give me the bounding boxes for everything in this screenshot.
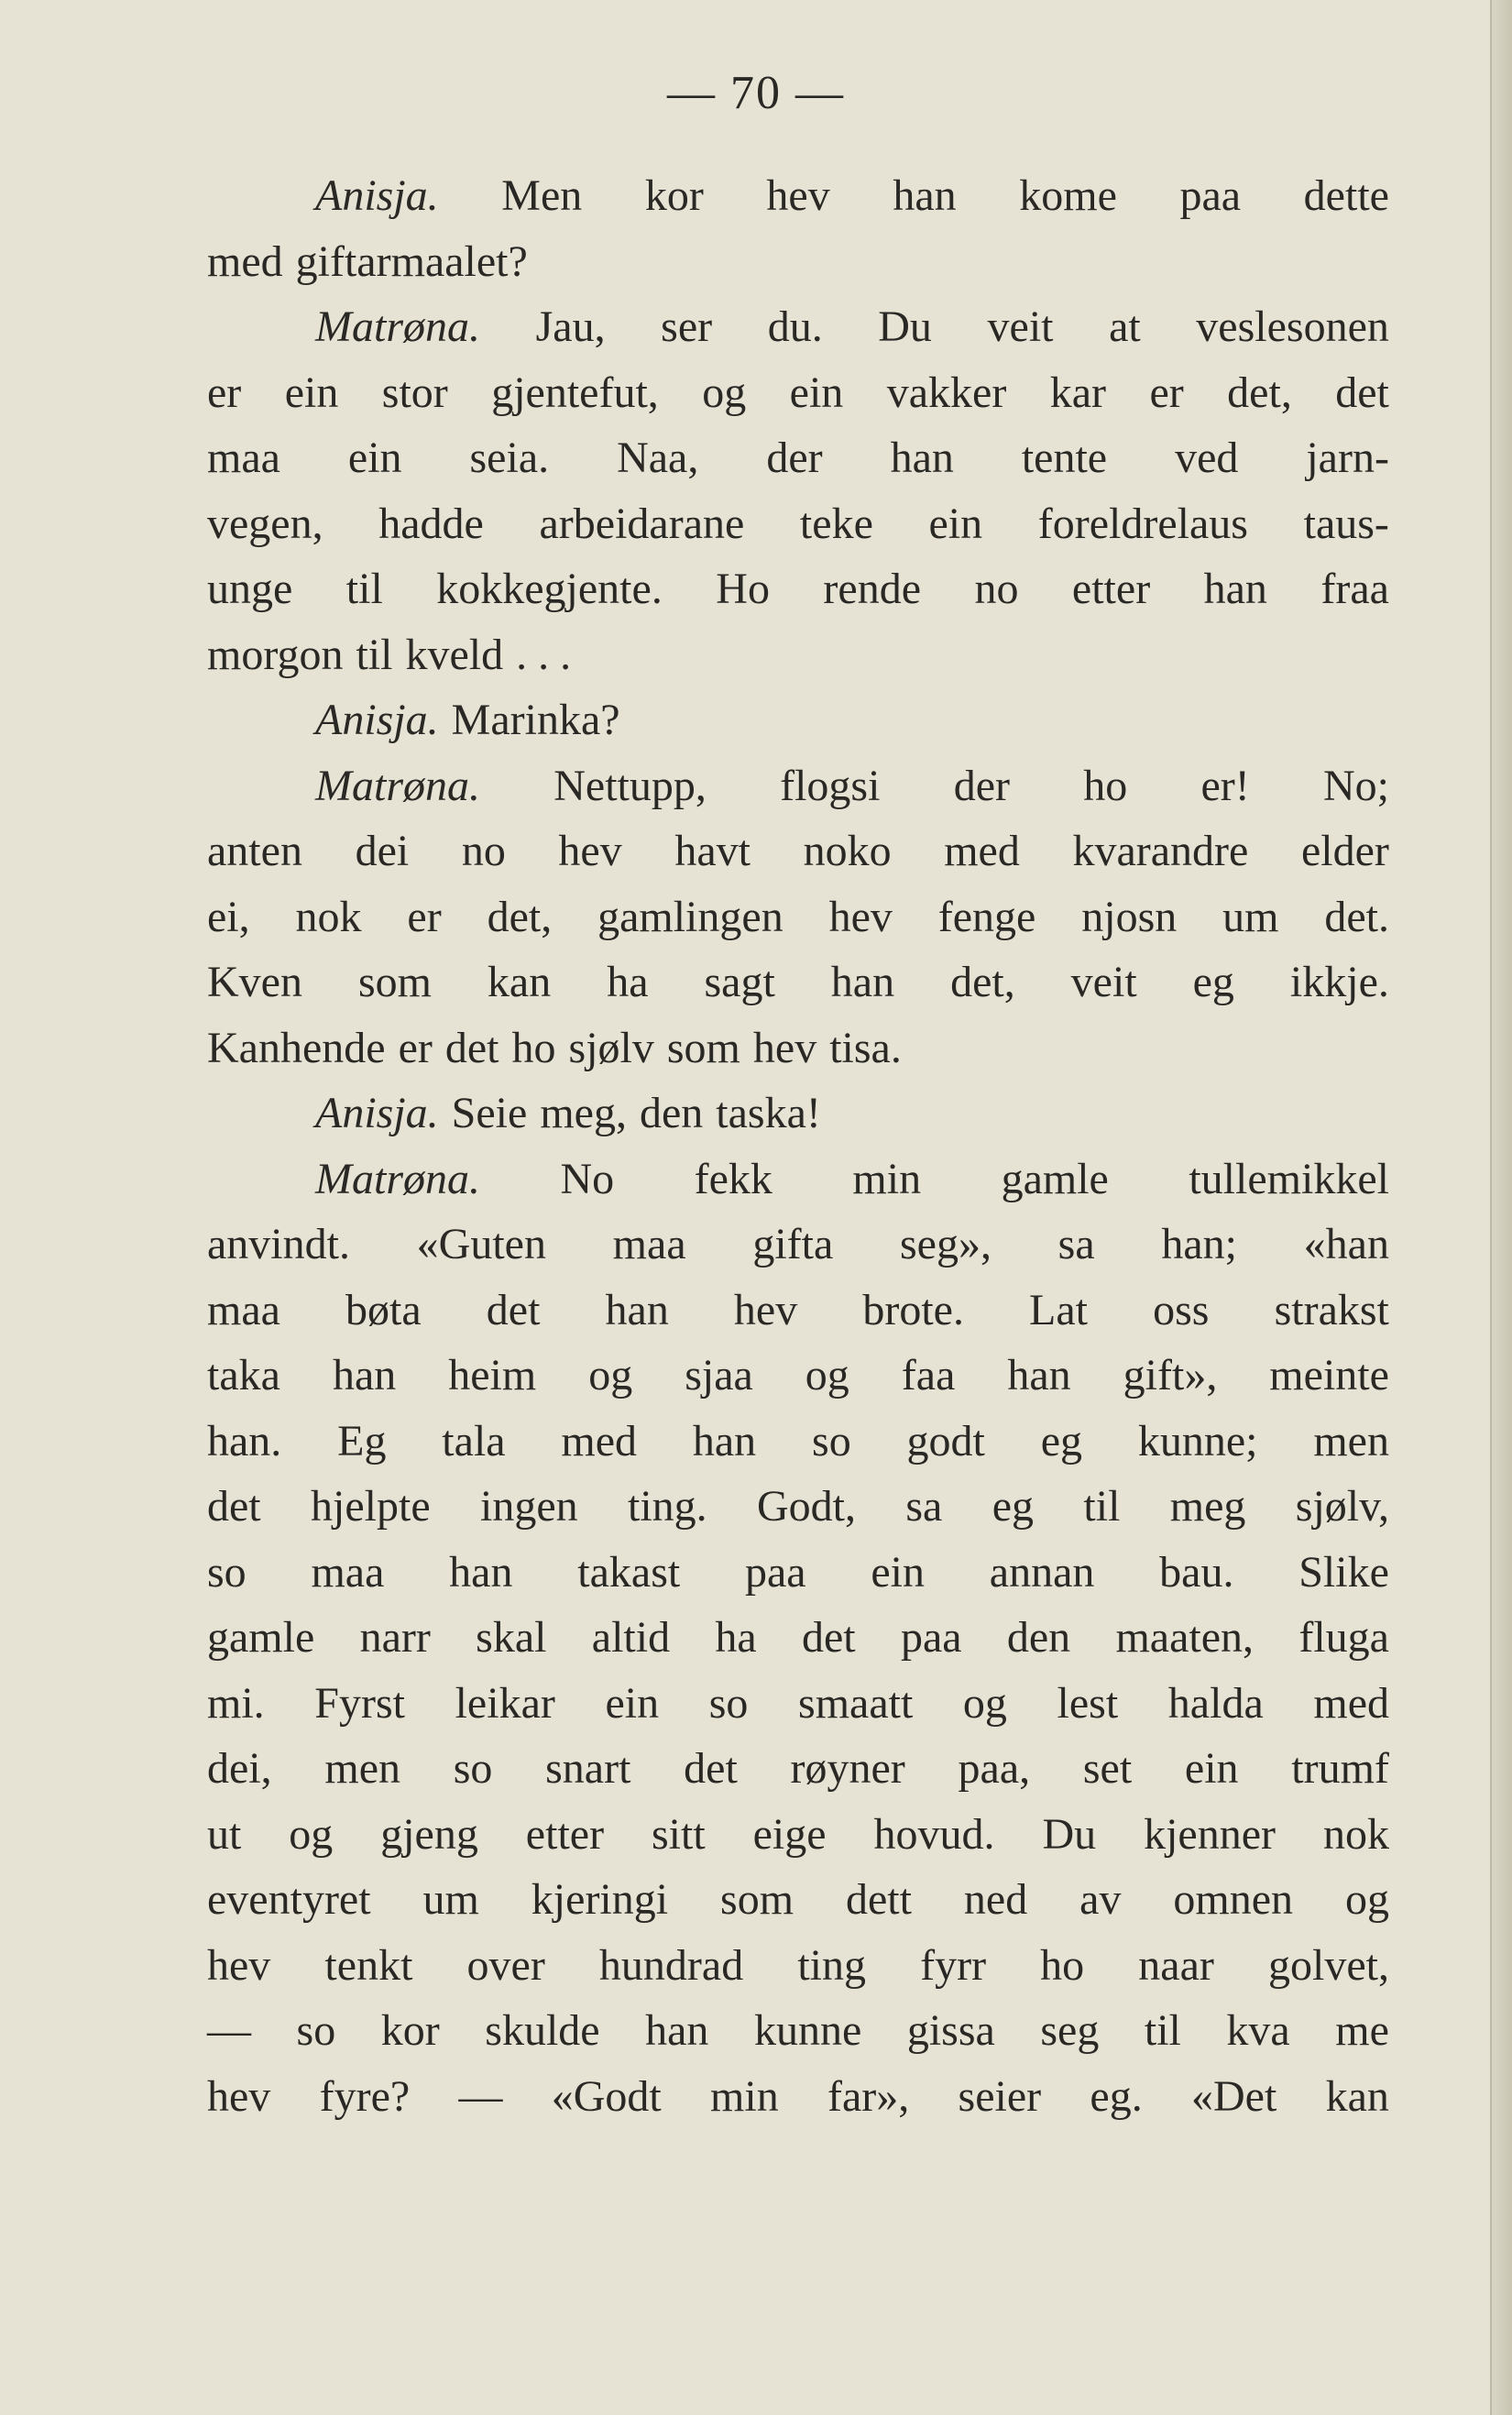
word: men [1313, 1416, 1389, 1465]
word: . . . [516, 630, 572, 679]
word: halda [1167, 1678, 1264, 1728]
word: som [357, 958, 432, 1006]
word: snart [545, 1744, 631, 1793]
word: kunne; [1137, 1416, 1258, 1465]
word: ein [928, 499, 983, 548]
word: brote. [862, 1285, 964, 1334]
word: skulde [485, 2006, 600, 2055]
word: Jau, [535, 302, 606, 351]
word: dei [355, 827, 410, 875]
word: han [645, 2006, 709, 2055]
page-number: — 70 — [667, 67, 845, 119]
word: taus- [1303, 499, 1389, 548]
word: til [1083, 1482, 1121, 1531]
word: flogsi [780, 761, 881, 810]
speaker-name: Anisja. [315, 171, 439, 220]
word: taska! [716, 1089, 821, 1137]
word: med [561, 1416, 638, 1465]
word: han [1203, 565, 1267, 613]
text-line [207, 753, 1389, 819]
word: han [449, 1547, 513, 1597]
word: tala [442, 1416, 506, 1465]
word: gamle [207, 1613, 315, 1662]
text-line [207, 1933, 1389, 1999]
word: kveld [405, 630, 504, 679]
word: ned [963, 1875, 1028, 1924]
word: kjeringi [531, 1875, 669, 1924]
word: tullemikkel [1189, 1154, 1389, 1203]
word: over [466, 1940, 545, 1990]
word: dei, [207, 1744, 272, 1793]
word: tente [1021, 434, 1108, 482]
word: etter [1071, 565, 1151, 613]
word: anten [207, 827, 302, 875]
word: ingen [479, 1482, 578, 1531]
word: ut [207, 1809, 242, 1859]
word: sjaa [685, 1351, 753, 1400]
text-line [207, 556, 1389, 622]
text-line [207, 1147, 1389, 1213]
word: det [1335, 368, 1389, 417]
word: me [1335, 2006, 1389, 2055]
word: arbeidarane [539, 499, 745, 548]
word: gissa [906, 2006, 995, 2055]
word: ho [1040, 1940, 1085, 1990]
word: dette [1303, 171, 1389, 220]
word: er [398, 1023, 433, 1072]
speaker-name: Anisja. [315, 696, 439, 744]
word: Lat [1029, 1285, 1089, 1334]
word: gamle [1001, 1154, 1109, 1203]
word: trumf [1291, 1744, 1389, 1793]
word: sagt [704, 958, 775, 1006]
word: hadde [378, 499, 484, 548]
word: av [1079, 1875, 1122, 1924]
word: etter [525, 1809, 605, 1859]
text-line [207, 1736, 1389, 1802]
word: det [684, 1744, 738, 1793]
text-line [207, 1802, 1389, 1868]
speaker-name: Matrøna. [315, 761, 480, 810]
word: han [1007, 1351, 1071, 1400]
text-line [207, 1867, 1389, 1933]
word: Du [1042, 1809, 1097, 1859]
word: annan [989, 1547, 1095, 1597]
word: han [332, 1351, 397, 1400]
word: seg [1040, 2006, 1100, 2055]
word: men [324, 1744, 400, 1793]
word: ein [284, 368, 339, 417]
word: hundrad [598, 1940, 744, 1990]
text-line [207, 1998, 1389, 2064]
word: der [766, 434, 823, 482]
word: mi. [207, 1678, 265, 1728]
word: elder [1300, 827, 1389, 875]
word: no [974, 565, 1019, 613]
text-line [207, 163, 1389, 229]
word: hev [828, 892, 893, 941]
word: Naa, [617, 434, 699, 482]
word: meg [1169, 1482, 1246, 1531]
word: njosn [1081, 892, 1178, 941]
word: paa [900, 1613, 962, 1662]
word: um [1222, 892, 1279, 941]
word: Ho [716, 565, 770, 613]
text-line [207, 1605, 1389, 1671]
word: ha [607, 958, 649, 1006]
word: kor [380, 2006, 440, 2055]
word: Men [501, 171, 583, 220]
word: han [605, 1285, 669, 1334]
word: og [588, 1351, 633, 1400]
word: no [461, 827, 506, 875]
word: ting. [627, 1482, 707, 1531]
word: det, [487, 892, 553, 941]
word: tenkt [324, 1940, 413, 1990]
word: No [560, 1154, 615, 1203]
text-line [207, 1343, 1389, 1409]
word: skal [476, 1613, 547, 1662]
word: eige [752, 1809, 827, 1859]
word: so [296, 2006, 336, 2055]
word: ved [1175, 434, 1239, 482]
word: hev [207, 2071, 271, 2121]
word: ein [871, 1547, 925, 1597]
word: og [962, 1678, 1007, 1728]
word: ha [715, 1613, 757, 1662]
word: unge [207, 565, 293, 613]
word: eg. [1090, 2071, 1143, 2121]
word: kvarandre [1072, 827, 1249, 875]
text-line [207, 687, 1389, 753]
word: lest [1057, 1678, 1119, 1728]
word: kar [1049, 368, 1107, 417]
text-line [207, 1212, 1389, 1278]
word: seg», [899, 1220, 992, 1268]
word: meinte [1269, 1351, 1389, 1400]
text-line [207, 950, 1389, 1015]
word: sa [905, 1482, 943, 1531]
word: anvindt. [207, 1220, 350, 1268]
word: eventyret [207, 1875, 371, 1924]
word: omnen [1173, 1875, 1294, 1924]
word: hjelpte [311, 1482, 431, 1531]
word: so [708, 1678, 749, 1728]
word: gjentefut, [491, 368, 659, 417]
word: gift», [1123, 1351, 1218, 1400]
word: paa [744, 1547, 806, 1597]
word: godt [906, 1416, 985, 1465]
word: kokkegjente. [436, 565, 663, 613]
word: eg [1040, 1416, 1083, 1465]
word: «Godt [551, 2071, 662, 2121]
word: den [639, 1089, 704, 1137]
word: som [720, 1875, 794, 1924]
word: maa [612, 1220, 686, 1268]
word: eg [992, 1482, 1035, 1531]
word: noko [803, 827, 892, 875]
word: det [207, 1482, 261, 1531]
word: smaatt [798, 1678, 914, 1728]
word: paa [1179, 171, 1242, 220]
word: maa [207, 434, 280, 482]
word: hev [207, 1940, 271, 1990]
word: Kanhende [207, 1023, 386, 1072]
word: kor [644, 171, 704, 220]
word: set [1082, 1744, 1133, 1793]
word: sitt [652, 1809, 706, 1859]
word: jarn- [1306, 434, 1389, 482]
word: kunne [753, 2006, 862, 2055]
text-line [207, 1671, 1389, 1737]
word: kva [1226, 2006, 1290, 2055]
word: min [710, 2071, 779, 2121]
word: gjeng [380, 1809, 478, 1859]
word: narr [359, 1613, 431, 1662]
word: Godt, [757, 1482, 857, 1531]
word: og [702, 368, 747, 417]
word: Marinka? [451, 696, 620, 744]
word: han [692, 1416, 757, 1465]
word: med [1313, 1678, 1389, 1728]
word: «Det [1191, 2071, 1277, 2121]
word: og [289, 1809, 334, 1859]
word: med [207, 236, 283, 286]
word: golvet, [1267, 1940, 1389, 1990]
text-line [207, 1409, 1389, 1475]
word: far», [827, 2071, 910, 2121]
word: Fyrst [314, 1678, 405, 1728]
word: stor [381, 368, 448, 417]
word: er [1149, 368, 1184, 417]
word: fyrr [920, 1940, 987, 1990]
word: han [830, 958, 895, 1006]
word: til [356, 630, 393, 679]
speaker-name: Matrøna. [315, 1154, 480, 1203]
word: Du [878, 302, 932, 351]
word: so [207, 1547, 247, 1597]
word: dett [845, 1875, 912, 1924]
word: tisa. [829, 1023, 902, 1072]
word: Eg [337, 1416, 387, 1465]
word: altid [591, 1613, 671, 1662]
word: han [893, 171, 957, 220]
word: han; [1161, 1220, 1237, 1268]
word: takast [577, 1547, 681, 1597]
word: heim [448, 1351, 537, 1400]
word: ein [789, 368, 844, 417]
word: hev [558, 827, 622, 875]
word: paa, [958, 1744, 1031, 1793]
word: ho [511, 1023, 556, 1072]
word: seia. [469, 434, 550, 482]
text-line [207, 884, 1389, 950]
word: foreldrelaus [1037, 499, 1248, 548]
word: rende [823, 565, 921, 613]
speaker-name: Matrøna. [315, 302, 480, 351]
word: ting [797, 1940, 866, 1990]
word: fekk [694, 1154, 772, 1203]
word: min [852, 1154, 922, 1203]
word: fraa [1320, 565, 1389, 613]
word: du. [767, 302, 823, 351]
page-edge [1490, 0, 1512, 2415]
text-line [207, 622, 1389, 688]
word: ei, [207, 892, 250, 941]
word: ein [1184, 1744, 1239, 1793]
word: den [1006, 1613, 1071, 1662]
text-line [207, 294, 1389, 360]
word: ikkje. [1289, 958, 1389, 1006]
word: maa [311, 1547, 385, 1597]
word: han. [207, 1416, 282, 1465]
word: bøta [345, 1285, 422, 1334]
word: sa [1057, 1220, 1095, 1268]
word: hev [766, 171, 830, 220]
text-line [207, 229, 1389, 295]
word: kan [1325, 2071, 1389, 2121]
word: røyner [790, 1744, 905, 1793]
word: so [453, 1744, 493, 1793]
word: gifta [752, 1220, 834, 1268]
word: ho [1083, 761, 1128, 810]
word: leikar [455, 1678, 555, 1728]
word: maa [207, 1285, 280, 1334]
word: «Guten [416, 1220, 546, 1268]
word: Nettupp, [553, 761, 707, 810]
text-line [207, 425, 1389, 491]
speaker-name: Anisja. [315, 1089, 439, 1137]
text-line [207, 1015, 1389, 1081]
word: veslesonen [1196, 302, 1389, 351]
word: — [458, 2071, 503, 2121]
word: fluga [1298, 1613, 1389, 1662]
word: gamlingen [597, 892, 783, 941]
word: Kven [207, 958, 302, 1006]
word: det, [1227, 368, 1292, 417]
text-line [207, 360, 1389, 426]
word: veit [987, 302, 1054, 351]
word: er [407, 892, 442, 941]
word: sjølv [568, 1023, 654, 1072]
word: der [953, 761, 1010, 810]
word: hovud. [873, 1809, 995, 1859]
word: fyre? [319, 2071, 411, 2121]
word: vakker [886, 368, 1007, 417]
word: taka [207, 1351, 280, 1400]
word: kome [1019, 171, 1117, 220]
text-line [207, 1540, 1389, 1606]
word: strakst [1274, 1285, 1389, 1334]
word: bau. [1159, 1547, 1234, 1597]
word: han [890, 434, 954, 482]
word: faa [901, 1351, 956, 1400]
word: naar [1138, 1940, 1214, 1990]
word: — [207, 2006, 251, 2055]
word: morgon [207, 630, 344, 679]
word: er! [1200, 761, 1250, 810]
word: um [422, 1875, 479, 1924]
word: so [812, 1416, 851, 1465]
word: fenge [937, 892, 1036, 941]
body-text [207, 163, 1389, 2129]
text-line [207, 1474, 1389, 1540]
text-line [207, 1081, 1389, 1147]
word: hev [752, 1023, 817, 1072]
word: det, [950, 958, 1015, 1006]
word: seier [958, 2071, 1042, 2121]
word: kjenner [1144, 1809, 1276, 1859]
word: hev [733, 1285, 798, 1334]
word: ein [605, 1678, 660, 1728]
word: at [1109, 302, 1141, 351]
word: som [666, 1023, 740, 1072]
word: veit [1070, 958, 1137, 1006]
text-line [207, 1278, 1389, 1344]
word: sjølv, [1295, 1482, 1389, 1531]
word: det [444, 1023, 499, 1072]
word: maaten, [1115, 1613, 1255, 1662]
word: med [944, 827, 1020, 875]
word: til [345, 565, 383, 613]
word: det [802, 1613, 856, 1662]
text-line [207, 2064, 1389, 2130]
word: og [805, 1351, 849, 1400]
word: det [486, 1285, 541, 1334]
word: No; [1322, 761, 1389, 810]
word: eg [1192, 958, 1234, 1006]
word: Seie [451, 1089, 528, 1137]
word: ein [347, 434, 402, 482]
word: og [1344, 1875, 1389, 1924]
text-line [207, 491, 1389, 557]
word: er [207, 368, 242, 417]
word: oss [1153, 1285, 1210, 1334]
word: teke [799, 499, 873, 548]
word: Slike [1298, 1547, 1389, 1597]
word: nok [1322, 1809, 1389, 1859]
word: kan [487, 958, 552, 1006]
word: meg, [540, 1089, 627, 1137]
word: det. [1324, 892, 1389, 941]
word: nok [295, 892, 362, 941]
word: «han [1303, 1220, 1389, 1268]
word: til [1144, 2006, 1181, 2055]
word: havt [674, 827, 751, 875]
word: giftarmaalet? [295, 236, 528, 286]
word: ser [661, 302, 713, 351]
text-line [207, 818, 1389, 884]
word: vegen, [207, 499, 323, 548]
